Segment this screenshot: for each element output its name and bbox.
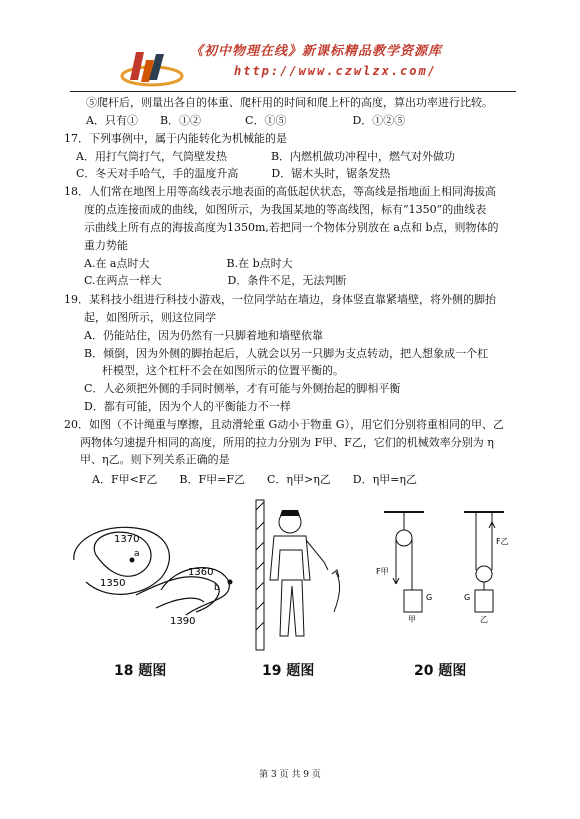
contour-label: 1360 (188, 567, 214, 578)
text-line: 19．某科技小组进行科技小游戏，一位同学站在墙边，身体竖直靠紧墙壁，将外侧的脚抬 (64, 293, 496, 306)
contour-label: 1370 (114, 534, 140, 545)
text-line: 杆模型，这个杠杆不会在如图所示的位置平衡的。 (102, 364, 344, 377)
text-line: 17．下列事例中，属于内能转化为机械能的是 (64, 132, 287, 145)
force-right-label: F乙 (496, 537, 509, 546)
pulley-figure (376, 508, 530, 628)
text-line: A．F甲<F乙 B．F甲=F乙 C．η甲>η乙 D．η甲=η乙 (92, 473, 418, 486)
force-left-label: F甲 (376, 567, 389, 576)
text-line: 起，如图所示，则这位同学 (84, 311, 216, 324)
pulley-left-name: 甲 (408, 615, 416, 624)
contour-label: 1350 (100, 578, 126, 589)
text-line: C.在两点一样大 D．条件不足，无法判断 (84, 274, 347, 287)
site-title: 《初中物理在线》新课标精品教学资源库 (190, 44, 443, 59)
text-line: 20．如图（不计绳重与摩擦，且动滑轮重 G动小于物重 G），用它们分别将重相同的甲、乙 (64, 418, 505, 431)
contour-label: 1390 (170, 616, 196, 627)
text-line: D．都有可能，因为个人的平衡能力不一样 (84, 400, 291, 413)
figure-20-caption: 20 题图 (414, 663, 467, 679)
text-line: C．冬天对手哈气，手的温度升高 D．锯木头时，锯条发热 (76, 167, 391, 180)
text-line: C．人必须把外侧的手同时侧举，才有可能与外侧抬起的脚相平衡 (84, 382, 401, 395)
text-line: 18．人们常在地图上用等高线表示地表面的高低起伏状态，等高线是指地面上相同海拔高 (64, 185, 496, 198)
point-b-label: b (214, 583, 220, 593)
text-line: 度的点连接而成的曲线，如图所示，为我国某地的等高线图，标有“1350”的曲线表 (84, 203, 487, 216)
weight-right-label: G (464, 593, 471, 602)
text-line: A．仍能站住，因为仍然有一只脚着地和墙壁依靠 (84, 329, 323, 342)
header-divider (70, 91, 516, 92)
figure-18-caption: 18 题图 (114, 663, 167, 679)
person-wall-figure (246, 500, 356, 650)
text-line: B．倾倒，因为外侧的脚抬起后，人就会以另一只脚为支点转动，把人想象成一个杠 (84, 347, 489, 360)
point-a-label: a (134, 549, 140, 559)
text-line: A.在 a点时大 B.在 b点时大 (84, 257, 293, 270)
figure-19-caption: 19 题图 (262, 663, 315, 679)
point-b-marker (228, 580, 233, 585)
text-line: A．用打气筒打气，气筒壁发热 B．内燃机做功冲程中，燃气对外做功 (76, 150, 456, 163)
weight-left-label: G (426, 593, 433, 602)
site-logo-icon (116, 46, 186, 88)
page-number: 第 3 页 共 9 页 (259, 770, 321, 780)
text-line: 重力势能 (84, 239, 128, 252)
page-header (0, 0, 580, 96)
text-line: 甲、η乙。则下列关系正确的是 (80, 453, 230, 466)
site-url[interactable]: http://www.czwlzx.com/ (234, 64, 437, 78)
contour-map-figure (66, 520, 246, 640)
text-line: 示曲线上所有点的海拔高度为1350m,若把同一个物体分别放在 a点和 b点，则物体的 (84, 221, 499, 234)
text-line: A．只有① B．①② C．①⑤ D．①②⑤ (86, 114, 406, 127)
text-line: ⑤爬杆后，则量出各自的体重、爬杆用的时间和爬上杆的高度，算出功率进行比较。 (86, 96, 493, 109)
text-line: 两物体匀速提升相同的高度，所用的拉力分别为 F甲、F乙，它们的机械效率分别为 η (80, 436, 494, 449)
pulley-right-name: 乙 (480, 615, 488, 624)
